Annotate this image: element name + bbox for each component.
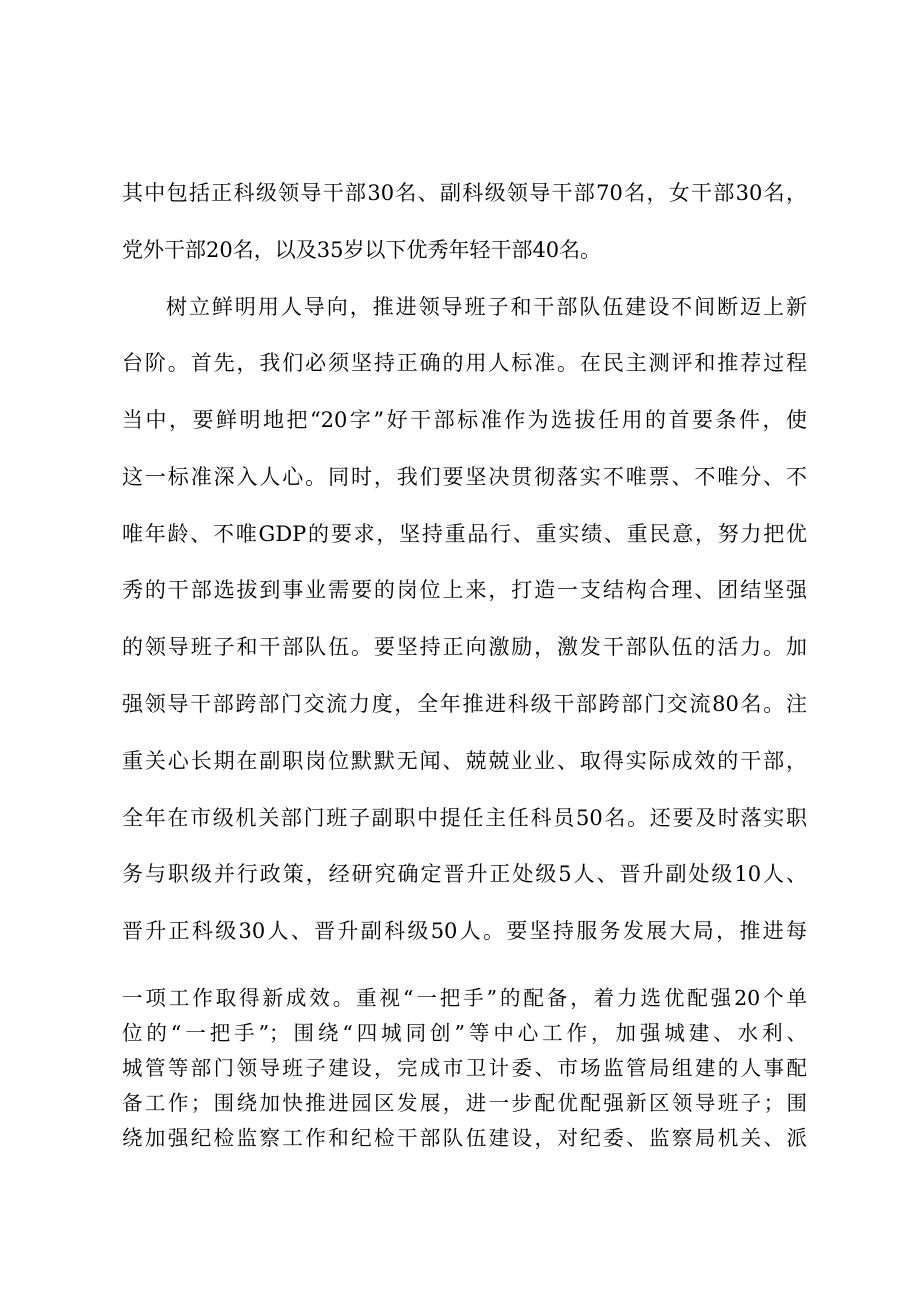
paragraph-line: 其中包括正科级领导干部30名、副科级领导干部70名，女干部30名，	[122, 181, 807, 205]
paragraph-line: 树立鲜明用人导向，推进领导班子和干部队伍建设不间断迈上新	[166, 295, 807, 319]
paragraph-line: 这一标准深入人心。同时，我们要坚决贯彻落实不唯票、不唯分、不	[122, 465, 807, 489]
paragraph-line: 绕加强纪检监察工作和纪检干部队伍建设，对纪委、监察局机关、派	[122, 1126, 807, 1150]
paragraph-line: 位的“一把手”；围绕“四城同创”等中心工作，加强城建、水利、	[122, 1021, 807, 1045]
paragraph-line: 晋升正科级30人、晋升副科级50人。要坚持服务发展大局，推进每	[122, 919, 807, 943]
paragraph-line: 台阶。首先，我们必须坚持正确的用人标准。在民主测评和推荐过程	[122, 351, 807, 375]
paragraph-line: 重关心长期在副职岗位默默无闻、兢兢业业、取得实际成效的干部，	[122, 749, 807, 773]
paragraph-line: 全年在市级机关部门班子副职中提任主任科员50名。还要及时落实职	[122, 806, 807, 830]
paragraph-line: 备工作；围绕加快推进园区发展，进一步配优配强新区领导班子；围	[122, 1091, 807, 1115]
paragraph-line: 务与职级并行政策，经研究确定晋升正处级5人、晋升副处级10人、	[122, 862, 807, 886]
paragraph-line: 唯年龄、不唯GDP的要求，坚持重品行、重实绩、重民意，努力把优	[122, 522, 807, 546]
paragraph-line: 党外干部20名，以及35岁以下优秀年轻干部40名。	[122, 238, 602, 262]
paragraph-line: 城管等部门领导班子建设，完成市卫计委、市场监管局组建的人事配	[122, 1056, 807, 1080]
paragraph-line: 强领导干部跨部门交流力度，全年推进科级干部跨部门交流80名。注	[122, 692, 807, 716]
paragraph-line: 当中，要鲜明地把“20字”好干部标准作为选拔任用的首要条件，使	[122, 408, 807, 432]
paragraph-line: 秀的干部选拔到事业需要的岗位上来，打造一支结构合理、团结坚强	[122, 578, 807, 602]
paragraph-line: 一项工作取得新成效。重视“一把手”的配备，着力选优配强20个单	[122, 986, 807, 1010]
paragraph-line: 的领导班子和干部队伍。要坚持正向激励，激发干部队伍的活力。加	[122, 635, 807, 659]
